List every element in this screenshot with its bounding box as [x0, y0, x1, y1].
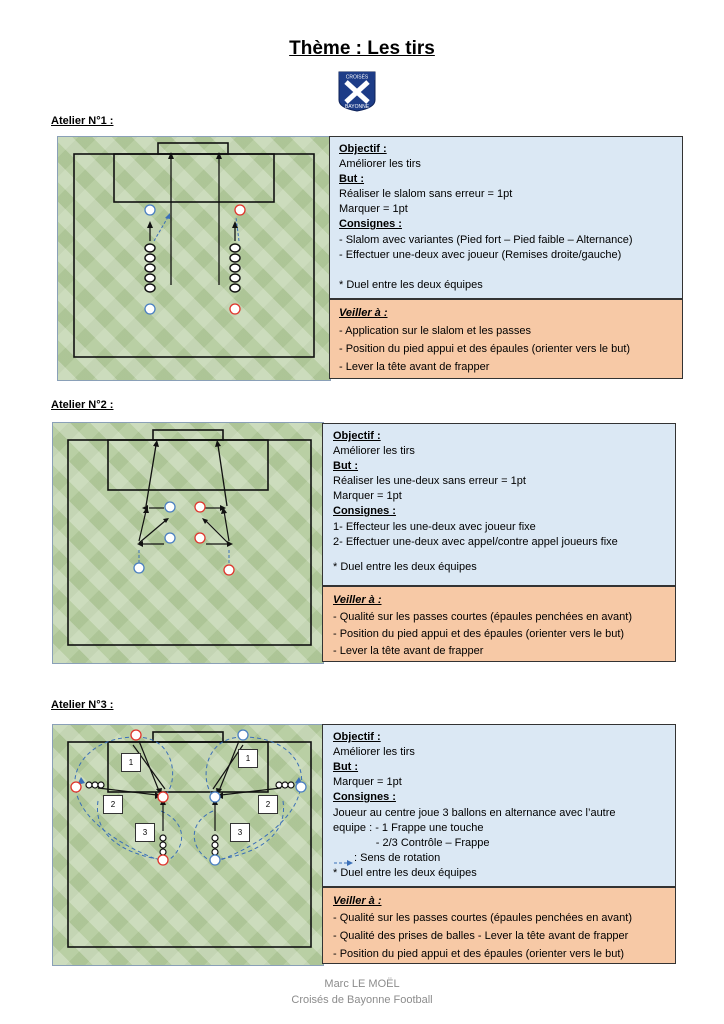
atelier-2-pitch	[52, 422, 324, 664]
veiller-line: - Position du pied appui et des épaules (orienter vers le but)	[339, 343, 631, 355]
objectif-label: Objectif :	[333, 731, 381, 743]
step-number-box: 3	[230, 823, 250, 842]
duel-note: * Duel entre les deux équipes	[333, 561, 477, 573]
veiller-label: Veiller à :	[333, 594, 382, 606]
but-label: But :	[333, 761, 359, 773]
atelier-3-veiller-panel	[322, 887, 676, 964]
veiller-line: - Lever la tête avant de frapper	[339, 361, 490, 373]
logo-top-text: CROISÉS	[345, 74, 369, 81]
atelier-1-diagram	[58, 137, 330, 380]
atelier-2-objectif-panel	[322, 423, 676, 586]
atelier-1-veiller-panel	[329, 299, 683, 379]
rotation-arrow-icon	[334, 854, 354, 862]
veiller-line: - Application sur le slalom et les passes	[339, 325, 531, 337]
but-label: But :	[333, 460, 359, 472]
consignes-label: Consignes :	[339, 218, 402, 230]
atelier-3-objectif-panel	[322, 724, 676, 887]
consignes-label: Consignes :	[333, 791, 396, 803]
duel-note: * Duel entre les deux équipes	[333, 867, 477, 879]
veiller-line: - Qualité des prises de balles - Lever la tête avant de frapper	[333, 930, 629, 942]
objectif-label: Objectif :	[339, 143, 387, 155]
page-title: Thème : Les tirs	[289, 38, 435, 59]
objectif-text: Améliorer les tirs	[333, 746, 415, 758]
step-number-box: 2	[103, 795, 123, 814]
atelier-3-diagram	[53, 725, 323, 965]
consigne-line: Joueur au centre joue 3 ballons en alternance avec l’autre	[333, 807, 616, 819]
consigne-line: - Slalom avec variantes (Pied fort – Pied faible – Alternance)	[339, 234, 633, 246]
objectif-text: Améliorer les tirs	[339, 158, 421, 170]
objectif-text: Améliorer les tirs	[333, 445, 415, 457]
veiller-line: - Position du pied appui et des épaules (orienter vers le but)	[333, 948, 625, 960]
footer-author: Marc LE MOËL	[324, 978, 400, 990]
but-line: Réaliser le slalom sans erreur = 1pt	[339, 188, 513, 200]
but-line: Marquer = 1pt	[339, 203, 408, 215]
veiller-label: Veiller à :	[339, 307, 388, 319]
veiller-line: - Qualité sur les passes courtes (épaules penchées en avant)	[333, 611, 632, 623]
consigne-line: 2- Effectuer une-deux avec appel/contre appel joueurs fixe	[333, 536, 618, 548]
consigne-line: - 2/3 Contrôle – Frappe	[333, 837, 490, 849]
atelier-2-diagram	[53, 423, 323, 663]
step-number-box: 1	[238, 749, 258, 768]
veiller-line: - Lever la tête avant de frapper	[333, 645, 484, 657]
veiller-line: - Position du pied appui et des épaules (orienter vers le but)	[333, 628, 625, 640]
club-logo	[337, 70, 377, 112]
atelier-3-heading: Atelier N°3 :	[51, 699, 114, 711]
duel-note: * Duel entre les deux équipes	[339, 279, 483, 291]
step-number-box: 2	[258, 795, 278, 814]
objectif-label: Objectif :	[333, 430, 381, 442]
atelier-3-pitch	[52, 724, 324, 966]
veiller-line: - Qualité sur les passes courtes (épaules penchées en avant)	[333, 912, 632, 924]
but-line: Marquer = 1pt	[333, 490, 402, 502]
atelier-1-objectif-panel	[329, 136, 683, 299]
atelier-1-pitch	[57, 136, 331, 381]
footer-club: Croisés de Bayonne Football	[291, 994, 433, 1006]
but-line: Réaliser les une-deux sans erreur = 1pt	[333, 475, 526, 487]
consigne-line: 1- Effecteur les une-deux avec joueur fixe	[333, 521, 536, 533]
atelier-2-veiller-panel	[322, 586, 676, 662]
step-number-box: 1	[121, 753, 141, 772]
but-label: But :	[339, 173, 365, 185]
veiller-label: Veiller à :	[333, 895, 382, 907]
but-line: Marquer = 1pt	[333, 776, 402, 788]
atelier-1-heading: Atelier N°1 :	[51, 115, 114, 127]
step-number-box: 3	[135, 823, 155, 842]
consigne-line: - Effectuer une-deux avec joueur (Remises droite/gauche)	[339, 249, 622, 261]
consignes-label: Consignes :	[333, 505, 396, 517]
atelier-2-heading: Atelier N°2 :	[51, 399, 114, 411]
logo-bottom-text: BAYONNE	[344, 104, 370, 110]
consigne-line: equipe : - 1 Frappe une touche	[333, 822, 484, 834]
rotation-legend: : Sens de rotation	[354, 852, 441, 864]
